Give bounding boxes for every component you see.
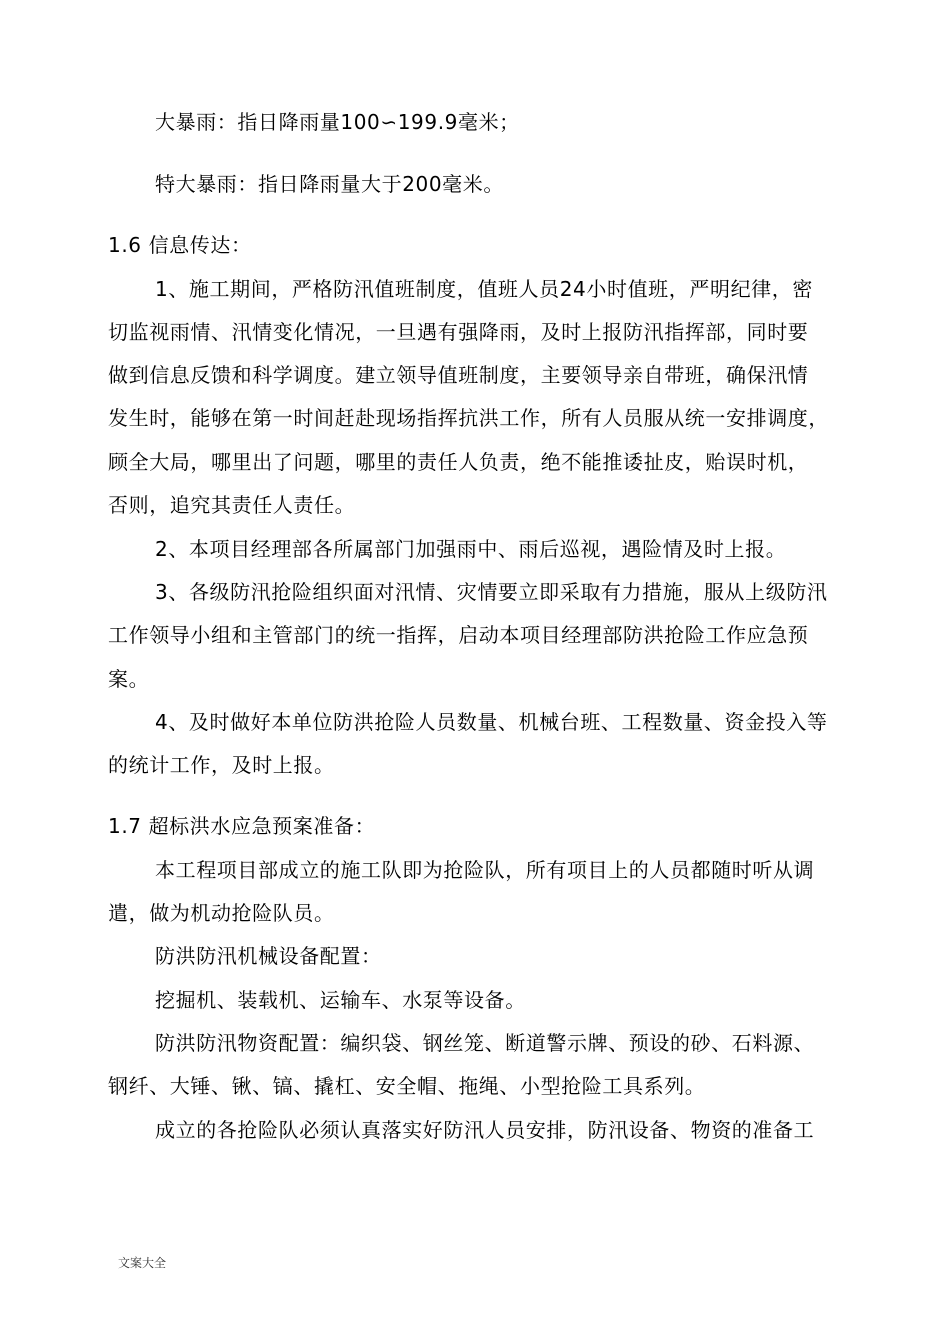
text-line: 防洪防汛物资配置：编织袋、钢丝笼、断道警示牌、预设的砂、石料源、 xyxy=(155,1031,815,1055)
text-line: 3、各级防汛抢险组织面对汛情、灾情要立即采取有力措施，服从上级防汛 xyxy=(155,580,828,604)
text-line: 遣，做为机动抢险队员。 xyxy=(108,901,335,925)
text-line: 特大暴雨：指日降雨量大于200毫米。 xyxy=(155,172,504,196)
text-line: 切监视雨情、汛情变化情况，一旦遇有强降雨，及时上报防汛指挥部，同时要 xyxy=(108,320,809,344)
section-heading: 1.7 超标洪水应急预案准备： xyxy=(108,814,376,838)
text-line: 顾全大局，哪里出了问题，哪里的责任人负责，绝不能推诿扯皮，贻误时机， xyxy=(108,450,809,474)
text-line: 4、及时做好本单位防洪抢险人员数量、机械台班、工程数量、资金投入等 xyxy=(155,710,828,734)
text-line: 防洪防汛机械设备配置： xyxy=(155,944,382,968)
text-line: 案。 xyxy=(108,667,150,691)
text-line: 做到信息反馈和科学调度。建立领导值班制度，主要领导亲自带班，确保汛情 xyxy=(108,363,809,387)
section-heading: 1.6 信息传达： xyxy=(108,233,252,257)
text-line: 成立的各抢险队必须认真落实好防汛人员安排，防汛设备、物资的准备工 xyxy=(155,1118,815,1142)
text-line: 2、本项目经理部各所属部门加强雨中、雨后巡视，遇险情及时上报。 xyxy=(155,537,787,561)
text-line: 发生时，能够在第一时间赶赴现场指挥抗洪工作，所有人员服从统一安排调度， xyxy=(108,406,829,430)
text-line: 本工程项目部成立的施工队即为抢险队，所有项目上的人员都随时听从调 xyxy=(155,858,815,882)
text-line: 否则，追究其责任人责任。 xyxy=(108,493,356,517)
text-line: 工作领导小组和主管部门的统一指挥，启动本项目经理部防洪抢险工作应急预 xyxy=(108,623,809,647)
text-line: 1、施工期间，严格防汛值班制度，值班人员24小时值班，严明纪律，密 xyxy=(155,277,813,301)
text-line: 挖掘机、装载机、运输车、水泵等设备。 xyxy=(155,988,526,1012)
text-line: 钢纤、大锤、锹、镐、撬杠、安全帽、拖绳、小型抢险工具系列。 xyxy=(108,1074,706,1098)
footer-label: 文案大全 xyxy=(118,1256,167,1270)
text-line: 大暴雨：指日降雨量100∽199.9毫米； xyxy=(155,110,520,134)
text-line: 的统计工作，及时上报。 xyxy=(108,753,335,777)
